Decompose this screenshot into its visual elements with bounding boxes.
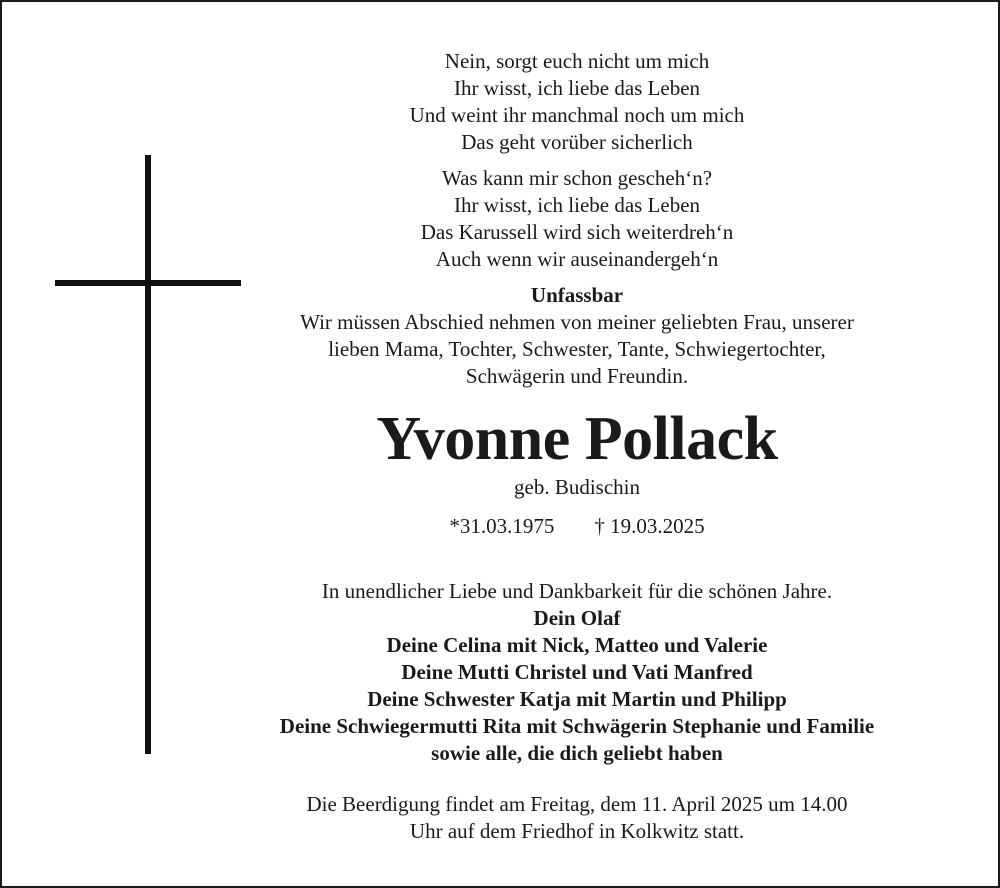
- announcement-line: lieben Mama, Tochter, Schwester, Tante, Schwiegertochter,: [328, 337, 826, 361]
- cross-icon-horizontal-bar: [55, 280, 241, 286]
- mourner-line: Deine Schwiegermutti Rita mit Schwägerin Stephanie und Familie: [279, 714, 875, 738]
- birth-name: geb. Budischin: [514, 475, 640, 499]
- deceased-name: Yvonne Pollack: [376, 405, 778, 473]
- funeral-line: Die Beerdigung findet am Freitag, dem 11. April 2025 um 14.00: [306, 792, 848, 816]
- death-date: † 19.03.2025: [594, 514, 705, 538]
- poem-line: Ihr wisst, ich liebe das Leben: [453, 76, 701, 100]
- birth-date: *31.03.1975: [449, 514, 555, 538]
- poem-line: Und weint ihr manchmal noch um mich: [409, 103, 745, 127]
- announcement-line: Wir müssen Abschied nehmen von meiner geliebten Frau, unserer: [300, 310, 854, 334]
- announcement-line: Schwägerin und Freundin.: [465, 364, 689, 388]
- funeral-line: Uhr auf dem Friedhof in Kolkwitz statt.: [409, 819, 745, 843]
- funeral-info: [242, 791, 912, 845]
- poem-line: Das geht vorüber sicherlich: [461, 130, 693, 154]
- life-dates: [242, 513, 912, 540]
- mourners-intro: In unendlicher Liebe und Dankbarkeit für die schönen Jahre.: [321, 579, 833, 603]
- poem-line: Nein, sorgt euch nicht um mich: [444, 49, 710, 73]
- announcement: [242, 282, 912, 390]
- poem-line: Was kann mir schon gescheh‘n?: [441, 166, 713, 190]
- poem-line: Auch wenn wir auseinandergeh‘n: [435, 247, 719, 271]
- mourner-line: Deine Celina mit Nick, Matteo und Valerie: [386, 633, 768, 657]
- obituary-content: [242, 48, 912, 845]
- poem-stanza-2: [242, 165, 912, 273]
- mourner-line: Deine Mutti Christel und Vati Manfred: [401, 660, 753, 684]
- mourner-line: Dein Olaf: [533, 606, 621, 630]
- announcement-heading: Unfassbar: [530, 283, 624, 307]
- cross-icon-vertical-bar: [145, 155, 151, 754]
- mourners: [242, 578, 912, 767]
- poem-line: Das Karussell wird sich weiterdreh‘n: [420, 220, 734, 244]
- poem-line: Ihr wisst, ich liebe das Leben: [453, 193, 701, 217]
- poem-stanza-1: [242, 48, 912, 156]
- mourner-line: Deine Schwester Katja mit Martin und Philipp: [367, 687, 787, 711]
- mourner-line: sowie alle, die dich geliebt haben: [431, 741, 723, 765]
